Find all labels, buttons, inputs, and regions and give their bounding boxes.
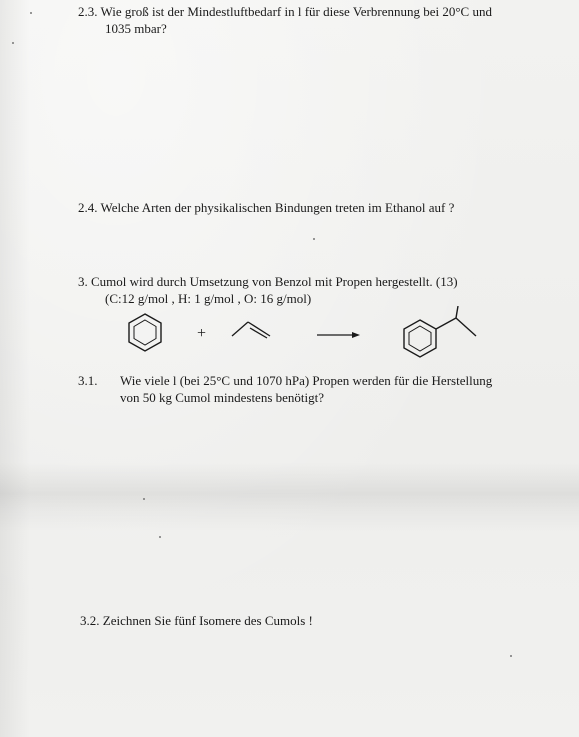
question-number: 3.2. <box>80 613 100 628</box>
reaction-arrow <box>317 332 360 338</box>
benzene-structure <box>129 314 161 351</box>
question-text-line-2: von 50 kg Cumol mindestens benötigt? <box>120 390 325 405</box>
scan-speck <box>510 655 512 657</box>
question-3-1 <box>78 372 492 406</box>
cumene-structure <box>404 306 476 357</box>
question-text: Zeichnen Sie fünf Isomere des Cumols ! <box>102 613 313 628</box>
reaction-scheme <box>120 306 490 366</box>
question-number: 3. <box>78 274 88 289</box>
question-text-line-1: Cumol wird durch Umsetzung von Benzol mit Propen hergestellt. (13) <box>91 274 458 289</box>
scan-fold-shadow <box>0 462 579 532</box>
question-text: Welche Arten der physikalischen Bindungen treten im Ethanol auf ? <box>100 200 455 215</box>
scan-speck <box>143 498 145 500</box>
scan-speck <box>313 238 315 240</box>
question-3 <box>78 273 458 307</box>
question-text-line-1: Wie viele l (bei 25°C und 1070 hPa) Propen werden für die Herstellung <box>120 373 493 388</box>
scan-speck <box>159 536 161 538</box>
question-3-2 <box>80 612 313 629</box>
scan-edge-shadow <box>0 0 30 737</box>
question-number: 2.4. <box>78 200 98 215</box>
scan-speck <box>30 12 32 14</box>
propene-structure <box>232 322 270 338</box>
question-2-3 <box>78 3 492 37</box>
question-text-line-2: 1035 mbar? <box>105 21 167 36</box>
question-text-line-1: Wie groß ist der Mindestluftbedarf in l für diese Verbrennung bei 20°C und <box>100 4 492 19</box>
molar-masses-line: (C:12 g/mol , H: 1 g/mol , O: 16 g/mol) <box>105 291 312 306</box>
scan-speck <box>12 42 14 44</box>
question-2-4 <box>78 199 454 216</box>
reaction-plus: + <box>197 325 207 342</box>
question-number: 3.1. <box>78 373 98 388</box>
question-number: 2.3. <box>78 4 98 19</box>
